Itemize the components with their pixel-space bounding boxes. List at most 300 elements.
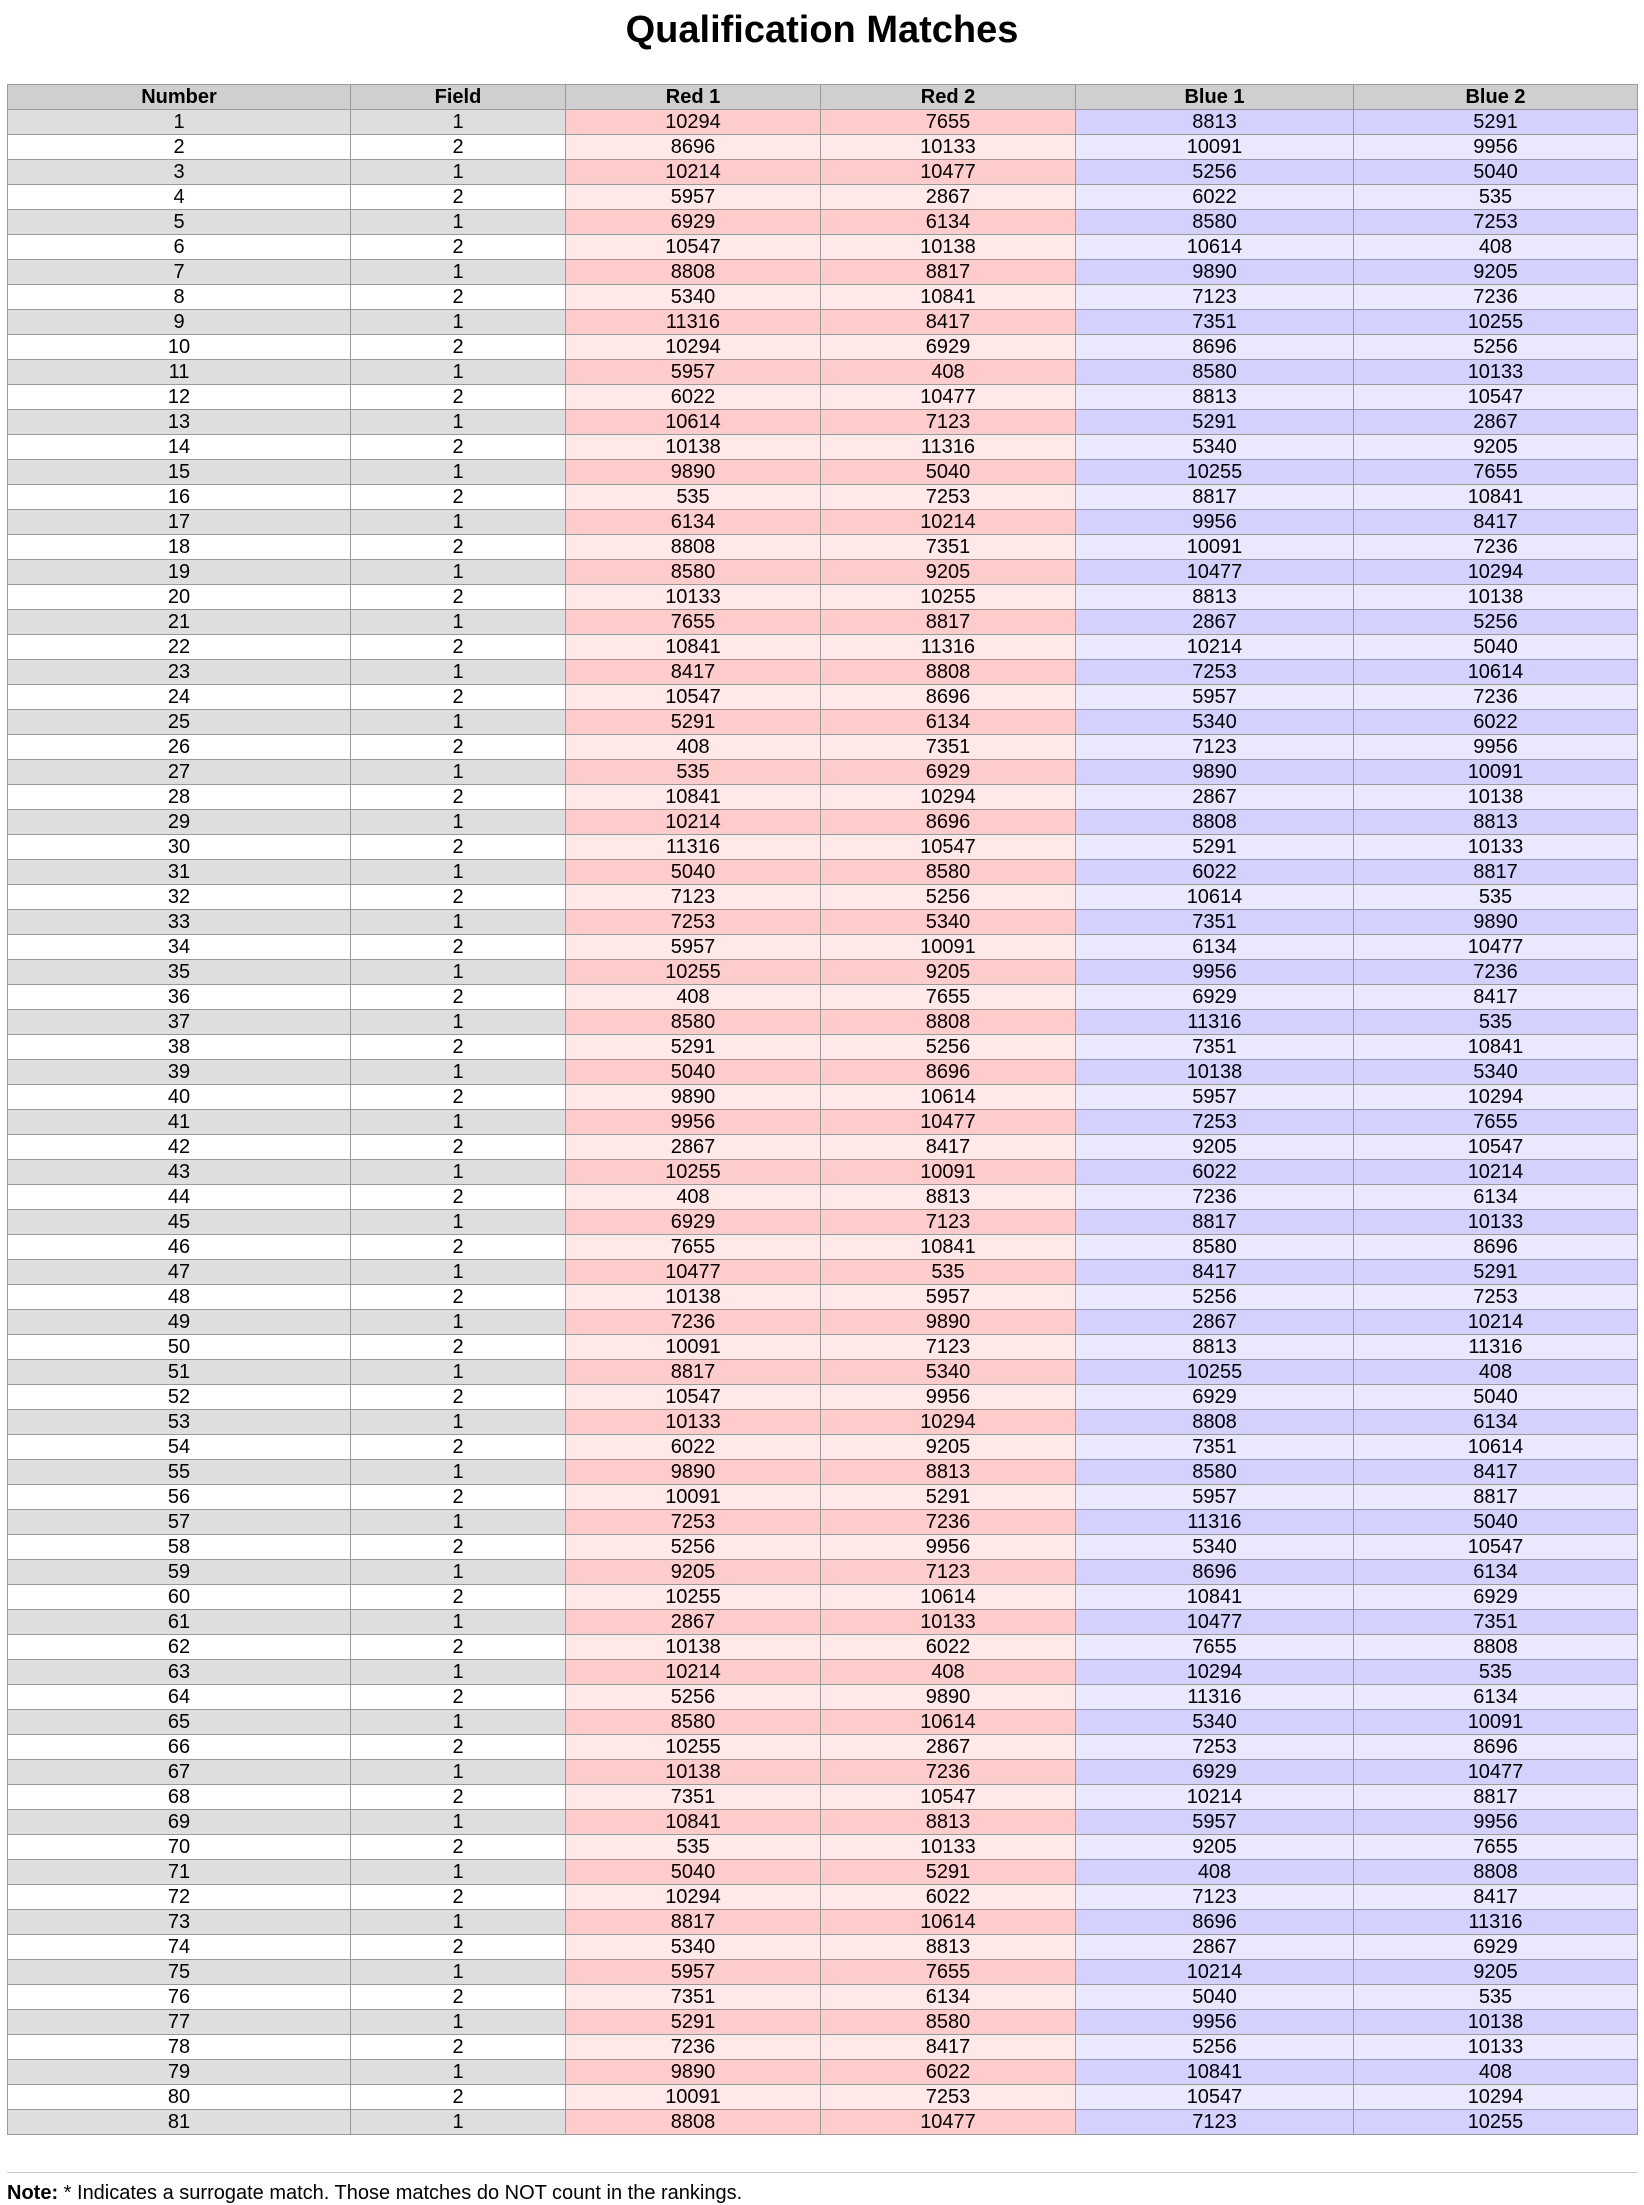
cell-blue-1: 9890 (1076, 260, 1354, 285)
cell-blue-1: 10841 (1076, 2060, 1354, 2085)
cell-red-1: 5957 (566, 185, 821, 210)
cell-red-2: 5256 (821, 1035, 1076, 1060)
cell-red-1: 10214 (566, 160, 821, 185)
cell-blue-1: 7123 (1076, 285, 1354, 310)
cell-blue-1: 9890 (1076, 760, 1354, 785)
cell-red-2: 6022 (821, 1885, 1076, 1910)
cell-red-2: 10091 (821, 1160, 1076, 1185)
cell-red-2: 10547 (821, 1785, 1076, 1810)
cell-blue-2: 10091 (1354, 760, 1638, 785)
cell-red-1: 10841 (566, 635, 821, 660)
cell-number: 50 (8, 1335, 351, 1360)
cell-number: 2 (8, 135, 351, 160)
cell-blue-1: 5340 (1076, 435, 1354, 460)
cell-field: 2 (351, 935, 566, 960)
cell-blue-1: 7123 (1076, 735, 1354, 760)
cell-red-2: 5040 (821, 460, 1076, 485)
table-row (8, 1760, 1638, 1785)
cell-red-1: 7351 (566, 1785, 821, 1810)
cell-red-2: 6929 (821, 760, 1076, 785)
table-row (8, 410, 1638, 435)
cell-blue-2: 535 (1354, 1660, 1638, 1685)
cell-field: 1 (351, 1360, 566, 1385)
cell-field: 2 (351, 1785, 566, 1810)
cell-blue-2: 10294 (1354, 1085, 1638, 1110)
cell-red-1: 535 (566, 485, 821, 510)
cell-blue-1: 8696 (1076, 1910, 1354, 1935)
cell-blue-1: 6022 (1076, 1160, 1354, 1185)
cell-field: 1 (351, 910, 566, 935)
cell-red-2: 8580 (821, 2010, 1076, 2035)
cell-number: 17 (8, 510, 351, 535)
cell-blue-2: 5040 (1354, 1510, 1638, 1535)
table-row (8, 935, 1638, 960)
cell-red-2: 7655 (821, 985, 1076, 1010)
cell-red-1: 11316 (566, 310, 821, 335)
cell-red-1: 7253 (566, 910, 821, 935)
header-red-2: Red 2 (821, 85, 1076, 110)
cell-field: 2 (351, 535, 566, 560)
cell-blue-1: 5040 (1076, 1985, 1354, 2010)
table-row (8, 110, 1638, 135)
cell-red-1: 8580 (566, 1010, 821, 1035)
cell-number: 60 (8, 1585, 351, 1610)
cell-blue-2: 6022 (1354, 710, 1638, 735)
cell-red-2: 6134 (821, 710, 1076, 735)
cell-red-2: 10133 (821, 1610, 1076, 1635)
cell-red-1: 5256 (566, 1685, 821, 1710)
cell-blue-2: 5040 (1354, 635, 1638, 660)
cell-field: 2 (351, 585, 566, 610)
cell-blue-1: 8813 (1076, 110, 1354, 135)
cell-blue-1: 10614 (1076, 885, 1354, 910)
cell-red-1: 9205 (566, 1560, 821, 1585)
cell-field: 2 (351, 1935, 566, 1960)
cell-red-2: 10614 (821, 1085, 1076, 1110)
table-row (8, 2010, 1638, 2035)
cell-blue-2: 10547 (1354, 385, 1638, 410)
cell-blue-1: 7253 (1076, 1110, 1354, 1135)
cell-red-1: 6134 (566, 510, 821, 535)
cell-red-2: 10091 (821, 935, 1076, 960)
table-row (8, 1610, 1638, 1635)
cell-blue-1: 7655 (1076, 1635, 1354, 1660)
cell-red-1: 535 (566, 760, 821, 785)
cell-field: 1 (351, 1660, 566, 1685)
cell-number: 33 (8, 910, 351, 935)
cell-red-1: 6929 (566, 1210, 821, 1235)
header-number: Number (8, 85, 351, 110)
table-row (8, 635, 1638, 660)
table-row (8, 1510, 1638, 1535)
cell-blue-2: 408 (1354, 235, 1638, 260)
cell-red-1: 10294 (566, 110, 821, 135)
cell-field: 1 (351, 2060, 566, 2085)
cell-blue-2: 408 (1354, 1360, 1638, 1385)
cell-field: 2 (351, 385, 566, 410)
table-row (8, 310, 1638, 335)
cell-blue-2: 535 (1354, 1985, 1638, 2010)
cell-blue-1: 10614 (1076, 235, 1354, 260)
cell-red-1: 10138 (566, 1635, 821, 1660)
cell-blue-2: 7236 (1354, 685, 1638, 710)
table-row (8, 1110, 1638, 1135)
cell-field: 1 (351, 1010, 566, 1035)
cell-blue-1: 7253 (1076, 1735, 1354, 1760)
cell-field: 2 (351, 685, 566, 710)
table-row (8, 2110, 1638, 2135)
cell-blue-1: 7123 (1076, 1885, 1354, 1910)
cell-number: 43 (8, 1160, 351, 1185)
cell-blue-2: 10255 (1354, 310, 1638, 335)
cell-blue-1: 8696 (1076, 1560, 1354, 1585)
cell-blue-1: 11316 (1076, 1510, 1354, 1535)
table-row (8, 1835, 1638, 1860)
cell-number: 8 (8, 285, 351, 310)
cell-blue-2: 535 (1354, 185, 1638, 210)
cell-number: 10 (8, 335, 351, 360)
cell-blue-1: 5957 (1076, 1485, 1354, 1510)
cell-red-1: 10255 (566, 960, 821, 985)
cell-red-2: 7253 (821, 485, 1076, 510)
cell-number: 5 (8, 210, 351, 235)
cell-red-1: 7123 (566, 885, 821, 910)
cell-field: 2 (351, 2085, 566, 2110)
cell-field: 2 (351, 135, 566, 160)
cell-blue-2: 8813 (1354, 810, 1638, 835)
cell-number: 31 (8, 860, 351, 885)
cell-blue-1: 408 (1076, 1860, 1354, 1885)
cell-number: 3 (8, 160, 351, 185)
cell-field: 1 (351, 1160, 566, 1185)
cell-red-2: 11316 (821, 435, 1076, 460)
cell-red-2: 8417 (821, 310, 1076, 335)
cell-red-1: 5040 (566, 1860, 821, 1885)
cell-red-1: 8417 (566, 660, 821, 685)
cell-number: 16 (8, 485, 351, 510)
cell-field: 2 (351, 1235, 566, 1260)
cell-red-1: 10138 (566, 435, 821, 460)
cell-blue-2: 6134 (1354, 1185, 1638, 1210)
cell-number: 34 (8, 935, 351, 960)
cell-number: 80 (8, 2085, 351, 2110)
cell-field: 1 (351, 1760, 566, 1785)
cell-blue-2: 10294 (1354, 560, 1638, 585)
cell-blue-1: 5291 (1076, 410, 1354, 435)
cell-red-2: 10214 (821, 510, 1076, 535)
table-row (8, 710, 1638, 735)
table-row (8, 210, 1638, 235)
cell-number: 77 (8, 2010, 351, 2035)
cell-red-2: 10294 (821, 785, 1076, 810)
cell-red-2: 6134 (821, 1985, 1076, 2010)
cell-red-1: 7351 (566, 1985, 821, 2010)
cell-red-1: 5340 (566, 1935, 821, 1960)
cell-blue-1: 8580 (1076, 1460, 1354, 1485)
table-row (8, 1310, 1638, 1335)
cell-blue-2: 7236 (1354, 535, 1638, 560)
cell-red-2: 7123 (821, 1560, 1076, 1585)
table-row (8, 1660, 1638, 1685)
cell-blue-1: 8580 (1076, 210, 1354, 235)
cell-number: 4 (8, 185, 351, 210)
table-row (8, 1060, 1638, 1085)
cell-red-2: 7236 (821, 1510, 1076, 1535)
cell-blue-1: 11316 (1076, 1685, 1354, 1710)
cell-red-1: 5291 (566, 1035, 821, 1060)
cell-field: 2 (351, 435, 566, 460)
cell-blue-2: 5040 (1354, 1385, 1638, 1410)
cell-number: 66 (8, 1735, 351, 1760)
cell-field: 1 (351, 360, 566, 385)
cell-red-1: 10091 (566, 1335, 821, 1360)
cell-blue-2: 10841 (1354, 1035, 1638, 1060)
cell-red-1: 5340 (566, 285, 821, 310)
cell-blue-1: 10214 (1076, 1785, 1354, 1810)
cell-blue-1: 8580 (1076, 360, 1354, 385)
cell-red-1: 535 (566, 1835, 821, 1860)
cell-number: 44 (8, 1185, 351, 1210)
table-row (8, 960, 1638, 985)
table-row (8, 1960, 1638, 1985)
cell-blue-2: 9890 (1354, 910, 1638, 935)
cell-blue-1: 5957 (1076, 1085, 1354, 1110)
cell-red-1: 7236 (566, 2035, 821, 2060)
cell-blue-2: 6134 (1354, 1410, 1638, 1435)
cell-field: 1 (351, 960, 566, 985)
cell-blue-2: 10214 (1354, 1160, 1638, 1185)
cell-number: 12 (8, 385, 351, 410)
cell-number: 41 (8, 1110, 351, 1135)
cell-red-1: 2867 (566, 1610, 821, 1635)
cell-red-1: 8817 (566, 1360, 821, 1385)
cell-red-1: 408 (566, 1185, 821, 1210)
table-row (8, 685, 1638, 710)
cell-number: 1 (8, 110, 351, 135)
cell-number: 30 (8, 835, 351, 860)
cell-blue-2: 7655 (1354, 460, 1638, 485)
cell-blue-1: 6929 (1076, 1760, 1354, 1785)
cell-red-1: 9890 (566, 2060, 821, 2085)
cell-blue-1: 10547 (1076, 2085, 1354, 2110)
cell-field: 1 (351, 810, 566, 835)
cell-red-1: 10138 (566, 1285, 821, 1310)
cell-number: 55 (8, 1460, 351, 1485)
cell-blue-1: 5291 (1076, 835, 1354, 860)
cell-field: 2 (351, 235, 566, 260)
cell-field: 2 (351, 1735, 566, 1760)
cell-blue-2: 10133 (1354, 360, 1638, 385)
cell-red-2: 7123 (821, 1335, 1076, 1360)
cell-blue-2: 10547 (1354, 1535, 1638, 1560)
cell-number: 26 (8, 735, 351, 760)
cell-red-2: 11316 (821, 635, 1076, 660)
cell-blue-2: 10477 (1354, 935, 1638, 960)
cell-blue-2: 9956 (1354, 735, 1638, 760)
table-row (8, 760, 1638, 785)
cell-blue-1: 10477 (1076, 1610, 1354, 1635)
cell-red-1: 8580 (566, 560, 821, 585)
cell-blue-2: 7655 (1354, 1110, 1638, 1135)
cell-red-2: 2867 (821, 1735, 1076, 1760)
cell-red-1: 8808 (566, 535, 821, 560)
cell-red-1: 2867 (566, 1135, 821, 1160)
table-row (8, 1635, 1638, 1660)
cell-number: 57 (8, 1510, 351, 1535)
cell-number: 67 (8, 1760, 351, 1785)
cell-number: 13 (8, 410, 351, 435)
cell-blue-1: 10091 (1076, 535, 1354, 560)
table-row (8, 435, 1638, 460)
cell-red-1: 5957 (566, 360, 821, 385)
cell-red-2: 5340 (821, 1360, 1076, 1385)
cell-red-2: 7655 (821, 1960, 1076, 1985)
table-row (8, 1810, 1638, 1835)
table-row (8, 885, 1638, 910)
cell-red-1: 8808 (566, 2110, 821, 2135)
table-row (8, 1360, 1638, 1385)
table-row (8, 1085, 1638, 1110)
cell-red-2: 10133 (821, 135, 1076, 160)
table-row (8, 385, 1638, 410)
cell-red-1: 10547 (566, 1385, 821, 1410)
cell-red-2: 8696 (821, 685, 1076, 710)
cell-red-1: 10614 (566, 410, 821, 435)
cell-red-2: 8417 (821, 2035, 1076, 2060)
cell-red-1: 9890 (566, 1085, 821, 1110)
cell-field: 2 (351, 1985, 566, 2010)
table-row (8, 835, 1638, 860)
cell-red-1: 5291 (566, 710, 821, 735)
cell-field: 1 (351, 460, 566, 485)
cell-blue-2: 9205 (1354, 435, 1638, 460)
cell-number: 64 (8, 1685, 351, 1710)
cell-blue-1: 7351 (1076, 1435, 1354, 1460)
cell-red-1: 408 (566, 985, 821, 1010)
table-row (8, 260, 1638, 285)
cell-blue-2: 10133 (1354, 2035, 1638, 2060)
cell-blue-2: 7253 (1354, 1285, 1638, 1310)
cell-field: 1 (351, 1410, 566, 1435)
cell-red-2: 7655 (821, 110, 1076, 135)
cell-blue-2: 11316 (1354, 1910, 1638, 1935)
cell-red-2: 8696 (821, 810, 1076, 835)
cell-blue-1: 9956 (1076, 510, 1354, 535)
cell-field: 2 (351, 1635, 566, 1660)
cell-red-1: 10255 (566, 1160, 821, 1185)
cell-blue-2: 7655 (1354, 1835, 1638, 1860)
cell-blue-1: 5340 (1076, 1710, 1354, 1735)
cell-blue-2: 10294 (1354, 2085, 1638, 2110)
cell-blue-1: 5340 (1076, 710, 1354, 735)
cell-red-2: 10614 (821, 1585, 1076, 1610)
cell-red-1: 10294 (566, 335, 821, 360)
cell-red-1: 6022 (566, 385, 821, 410)
cell-field: 1 (351, 1510, 566, 1535)
cell-red-2: 7351 (821, 735, 1076, 760)
cell-field: 1 (351, 210, 566, 235)
cell-blue-2: 10138 (1354, 2010, 1638, 2035)
cell-field: 2 (351, 1385, 566, 1410)
table-row (8, 1560, 1638, 1585)
cell-red-2: 10477 (821, 1110, 1076, 1135)
cell-red-2: 8696 (821, 1060, 1076, 1085)
table-row (8, 1160, 1638, 1185)
table-row (8, 985, 1638, 1010)
cell-red-2: 6022 (821, 1635, 1076, 1660)
cell-field: 1 (351, 1710, 566, 1735)
cell-blue-2: 8696 (1354, 1235, 1638, 1260)
cell-field: 2 (351, 1335, 566, 1360)
cell-field: 2 (351, 485, 566, 510)
cell-red-2: 6134 (821, 210, 1076, 235)
cell-red-2: 9890 (821, 1685, 1076, 1710)
cell-number: 71 (8, 1860, 351, 1885)
cell-blue-1: 10214 (1076, 1960, 1354, 1985)
cell-field: 1 (351, 160, 566, 185)
cell-blue-2: 8417 (1354, 1460, 1638, 1485)
cell-field: 1 (351, 410, 566, 435)
table-row (8, 1535, 1638, 1560)
cell-blue-1: 8696 (1076, 335, 1354, 360)
cell-blue-2: 10547 (1354, 1135, 1638, 1160)
qualification-matches-table (7, 84, 1638, 2135)
cell-number: 25 (8, 710, 351, 735)
cell-blue-1: 6134 (1076, 935, 1354, 960)
cell-number: 27 (8, 760, 351, 785)
cell-blue-2: 5040 (1354, 160, 1638, 185)
cell-blue-1: 6022 (1076, 185, 1354, 210)
cell-number: 48 (8, 1285, 351, 1310)
table-row (8, 1785, 1638, 1810)
cell-red-1: 10477 (566, 1260, 821, 1285)
cell-blue-2: 408 (1354, 2060, 1638, 2085)
cell-field: 1 (351, 310, 566, 335)
cell-red-1: 9956 (566, 1110, 821, 1135)
table-row (8, 1985, 1638, 2010)
table-row (8, 810, 1638, 835)
cell-blue-2: 6134 (1354, 1685, 1638, 1710)
cell-field: 2 (351, 1485, 566, 1510)
cell-red-2: 8813 (821, 1810, 1076, 1835)
table-row (8, 735, 1638, 760)
cell-red-2: 535 (821, 1260, 1076, 1285)
cell-field: 1 (351, 1310, 566, 1335)
cell-number: 45 (8, 1210, 351, 1235)
cell-blue-2: 8808 (1354, 1860, 1638, 1885)
cell-red-1: 7655 (566, 1235, 821, 1260)
cell-blue-2: 10133 (1354, 1210, 1638, 1235)
cell-blue-1: 6929 (1076, 1385, 1354, 1410)
cell-blue-2: 10841 (1354, 485, 1638, 510)
cell-field: 1 (351, 110, 566, 135)
cell-field: 2 (351, 1185, 566, 1210)
cell-number: 24 (8, 685, 351, 710)
table-row (8, 360, 1638, 385)
table-row (8, 1585, 1638, 1610)
cell-blue-2: 5291 (1354, 110, 1638, 135)
cell-blue-2: 10614 (1354, 660, 1638, 685)
cell-number: 54 (8, 1435, 351, 1460)
cell-field: 2 (351, 2035, 566, 2060)
table-body (8, 110, 1638, 2135)
cell-number: 40 (8, 1085, 351, 1110)
cell-number: 68 (8, 1785, 351, 1810)
cell-blue-1: 7351 (1076, 1035, 1354, 1060)
cell-red-2: 6022 (821, 2060, 1076, 2085)
cell-number: 79 (8, 2060, 351, 2085)
cell-blue-1: 9956 (1076, 960, 1354, 985)
